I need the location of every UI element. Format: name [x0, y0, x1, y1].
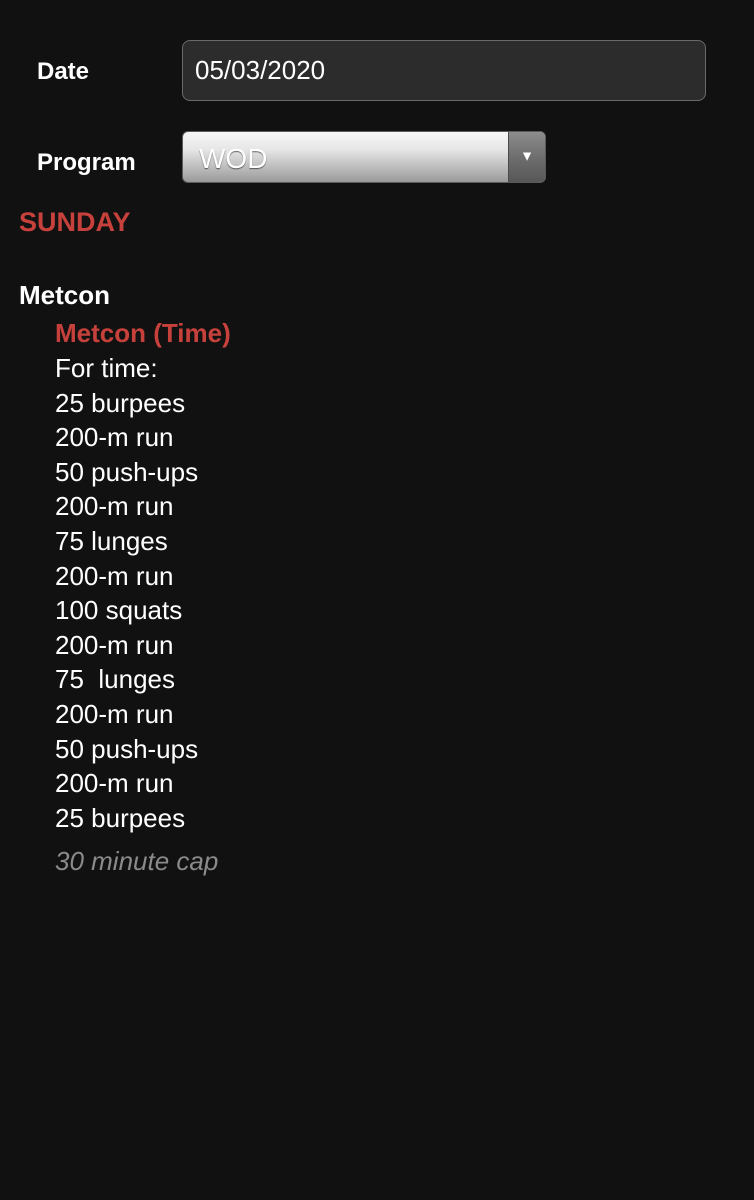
- workout-line: 200-m run: [55, 491, 174, 522]
- workout-lines: [55, 351, 198, 835]
- program-select-value: WOD: [199, 143, 268, 174]
- workout-line: 50 push-ups: [55, 456, 199, 487]
- date-field[interactable]: [182, 40, 706, 101]
- day-heading: SUNDAY: [19, 207, 131, 237]
- workout-line: For time:: [55, 353, 158, 383]
- date-label: Date: [37, 58, 90, 85]
- program-select-toggle[interactable]: [508, 132, 545, 182]
- program-select[interactable]: [182, 131, 546, 183]
- workout-line: 200-m run: [55, 560, 174, 591]
- workout-line: 100 squats: [55, 595, 183, 626]
- workout-title: Metcon (Time): [55, 318, 231, 348]
- workout-note: 30 minute cap: [55, 846, 219, 876]
- program-label: Program: [37, 149, 136, 176]
- workout-line: 200-m run: [55, 698, 174, 729]
- section-title: Metcon: [19, 280, 110, 310]
- workout-line: 50 push-ups: [55, 733, 199, 764]
- chevron-down-icon: ▼: [520, 147, 534, 164]
- workout-line: 200-m run: [55, 629, 174, 660]
- workout-line: 200-m run: [55, 768, 174, 799]
- workout-line: 75 lunges: [55, 525, 168, 556]
- workout-line: 200-m run: [55, 422, 174, 453]
- workout-line: 25 burpees: [55, 387, 186, 418]
- workout-line: 75 lunges: [55, 664, 175, 695]
- workout-line: 25 burpees: [55, 802, 186, 833]
